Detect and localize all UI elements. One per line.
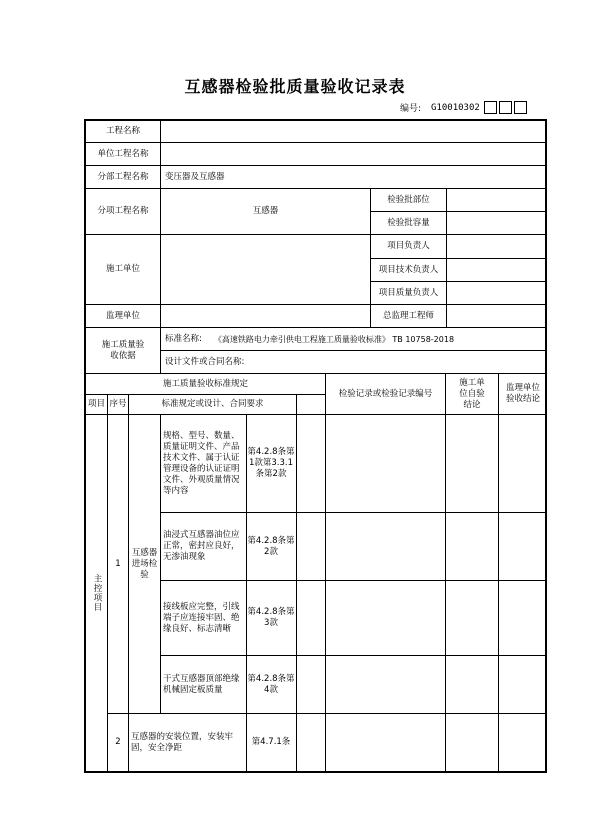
supervisor-result-header: 监理单位验收结论 — [505, 383, 540, 404]
standard-group-header: 施工质量验收标准规定 — [162, 378, 248, 389]
seq-1: 1 — [115, 558, 121, 569]
quality-leader-label: 项目质量负责人 — [378, 287, 439, 298]
unit-project-label: 单位工程名称 — [97, 148, 149, 159]
requirement-5: 互感器的安装位置，安装牢固，安全净距 — [131, 731, 234, 753]
standard-row — [165, 328, 545, 350]
unit-project-field[interactable] — [161, 143, 545, 165]
code-value: G10010302 — [431, 102, 480, 113]
tech-leader-label: 项目技术负责人 — [378, 264, 439, 275]
requirement-2: 油浸式互感器油位应正常，密封应良好，无渗油现象 — [163, 530, 240, 562]
basis-label: 施工质量验收依据 — [101, 339, 145, 361]
construction-unit-label: 施工单位 — [105, 264, 140, 274]
seq-2: 2 — [115, 737, 121, 747]
item-header: 项目 — [87, 399, 105, 409]
group-incoming-inspection: 互感器进场检验 — [131, 547, 158, 580]
quality-leader-field[interactable] — [447, 282, 545, 304]
requirement-header: 标准规定或设计、合同要求 — [161, 399, 264, 409]
item-project-value[interactable]: 互感器 — [252, 206, 279, 216]
record-cell[interactable] — [326, 513, 445, 580]
project-name-field[interactable] — [161, 121, 545, 142]
contractor-result-header: 施工单位自验结论 — [459, 377, 485, 410]
clause-1: 第4.2.8条第1款第3.3.1条第2款 — [247, 447, 295, 479]
clause-2: 第4.2.8条第2款 — [247, 535, 295, 557]
batch-capacity-label: 检验批容量 — [387, 217, 430, 228]
seq-header: 序号 — [109, 399, 127, 409]
supervision-unit-label: 监理单位 — [105, 310, 140, 321]
requirement-1: 规格、型号、数量、质量证明文件、产品技术文件、属于认证管理设备的认证证明文件、外观质量情况等内容 — [163, 430, 240, 496]
chief-supervisor-label: 总监理工程师 — [382, 310, 434, 321]
design-docs-label[interactable]: 设计文件或合同名称: — [165, 356, 245, 367]
sub-project-label: 分部工程名称 — [97, 171, 149, 182]
project-name-label: 工程名称 — [105, 126, 140, 136]
record-cell[interactable] — [326, 714, 445, 771]
code-label: 编号: — [400, 104, 422, 114]
record-cell[interactable] — [326, 656, 445, 713]
construction-unit-field[interactable] — [161, 235, 370, 304]
record-cell[interactable] — [326, 581, 445, 655]
batch-location-label: 检验批部位 — [387, 194, 430, 205]
supervision-unit-field[interactable] — [161, 305, 370, 327]
requirement-3: 接线板应完整，引线端子应连接牢固、绝缘良好、标志清晰 — [163, 601, 240, 634]
standard-label: 标准名称: — [165, 333, 202, 344]
record-header: 检验记录或检验记录编号 — [338, 388, 433, 399]
clause-3: 第4.2.8条第3款 — [247, 607, 295, 628]
clause-4: 第4.2.8条第4款 — [247, 673, 295, 695]
batch-location-field[interactable] — [447, 189, 545, 211]
chief-supervisor-field[interactable] — [447, 305, 545, 327]
tech-leader-field[interactable] — [447, 259, 545, 281]
project-leader-label: 项目负责人 — [387, 241, 430, 251]
project-leader-field[interactable] — [447, 235, 545, 258]
requirement-4: 干式互感器顶部绝缘机械固定板质量 — [163, 673, 240, 695]
sub-project-value[interactable]: 变压器及互感器 — [165, 171, 225, 182]
main-control-label: 主控项目 — [92, 574, 102, 612]
page-title: 互感器检验批质量验收记录表 — [184, 77, 406, 96]
clause-5: 第4.7.1条 — [251, 737, 291, 747]
standard-value: 《高速铁路电力牵引供电工程施工质量验收标准》 TB 10758-2018 — [213, 334, 455, 344]
record-cell[interactable] — [326, 415, 445, 512]
batch-capacity-field[interactable] — [447, 212, 545, 234]
item-project-label: 分项工程名称 — [97, 206, 149, 216]
